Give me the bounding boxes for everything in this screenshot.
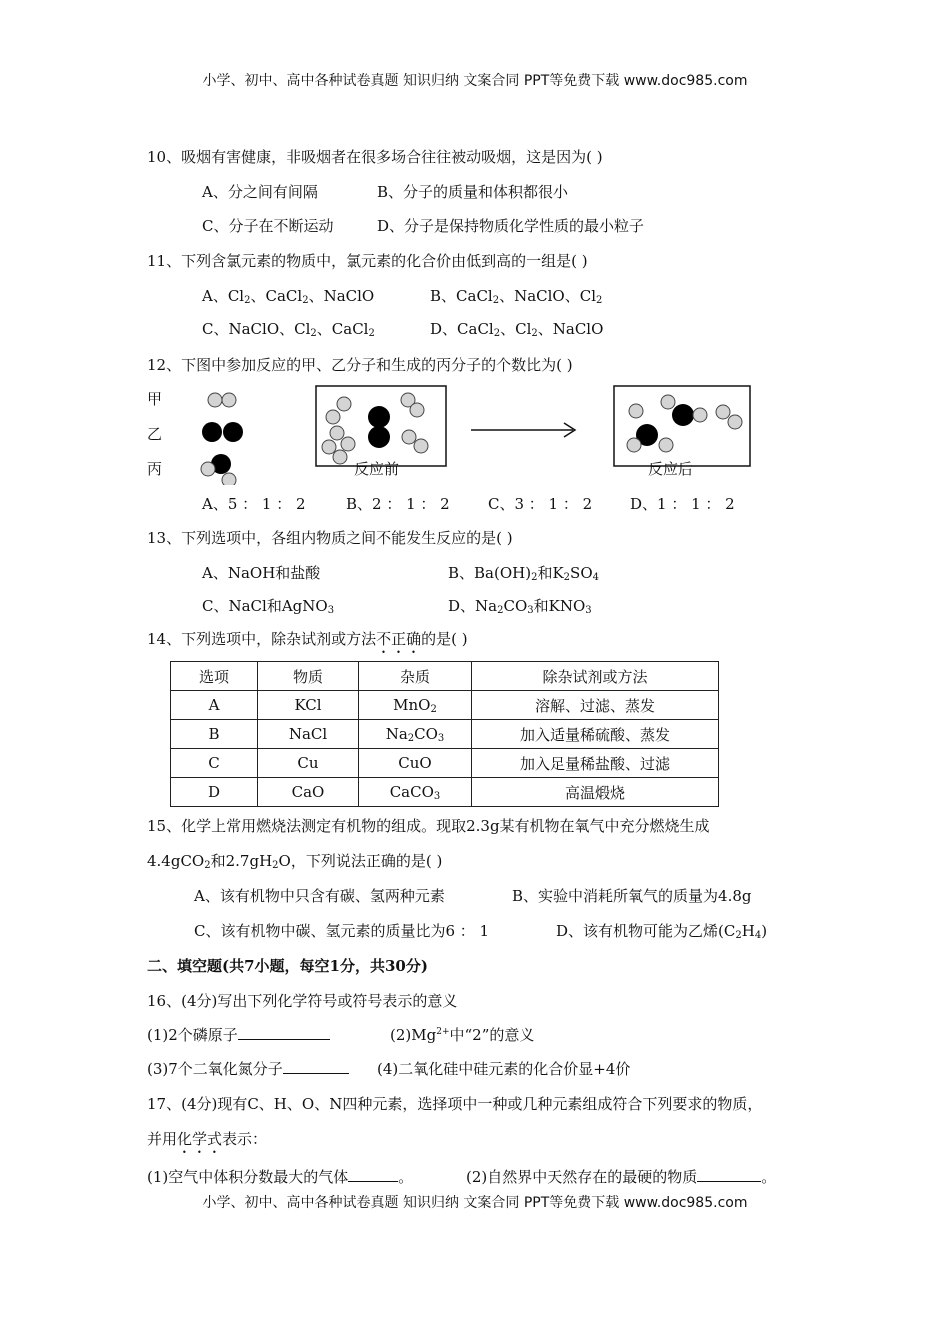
q13-option-c: C、NaCl和AgNO$_3$ [202, 597, 335, 616]
cell-substance: Cu [258, 749, 359, 778]
q11-option-a: A、$Cl_2$、CaCl$_2$、NaClO [202, 287, 375, 306]
impurity-table [170, 661, 719, 807]
q14-stem: 14、下列选项中，除杂试剂或方法不正确的是( ) [147, 630, 468, 648]
q16-part1: (1)2个磷原子 [147, 1024, 330, 1045]
emphasis-not-correct: 不正确 [376, 630, 422, 648]
table-header-row [171, 662, 719, 691]
cell-option: B [171, 720, 258, 749]
cell-method: 高温煅烧 [472, 778, 719, 807]
q13-option-d: D、$Na_2CO_3$和$KNO_3$ [448, 597, 592, 616]
cell-method: 加入适量稀硫酸、蒸发 [472, 720, 719, 749]
table-row [171, 691, 719, 720]
cell-option: C [171, 749, 258, 778]
q15-option-b: B、实验中消耗所氧气的质量为4.8g [512, 887, 752, 905]
q11-option-c: C、NaClO、$Cl_2$、CaCl$_2$ [202, 320, 375, 339]
q10-option-b: B、分子的质量和体积都很小 [377, 183, 569, 201]
q12-option-a: A、5 ： 1 ： 2 [202, 495, 306, 513]
q16-stem: 16、(4分)写出下列化学符号或符号表示的意义 [147, 992, 458, 1010]
q12-option-b: B、2 ： 1 ： 2 [346, 495, 450, 513]
q10-option-d: D、分子是保持物质化学性质的最小粒子 [377, 217, 645, 235]
q16-part2: $(2)Mg^{2+}$中“2”的意义 [390, 1026, 535, 1044]
cell-impurity: CaCO$_3$ [359, 778, 472, 807]
q13-option-a: A、NaOH和盐酸 [202, 564, 321, 582]
legend-yi-atom [223, 422, 243, 442]
legend-jia-atom [222, 393, 236, 407]
cell-impurity: $Na_2CO_3$ [359, 720, 472, 749]
q11-option-d: D、CaCl$_2$、$Cl_2$、NaClO [430, 320, 604, 339]
q17-stem-line2: 并用化学式表示： [147, 1130, 268, 1148]
q10-stem: 10、吸烟有害健康，非吸烟者在很多场合往往被动吸烟，这是因为( ) [147, 148, 603, 166]
answer-blank[interactable] [697, 1167, 761, 1182]
page-header: 小学、初中、高中各种试卷真题 知识归纳 文案合同 PPT等免费下载 www.doc985.com [202, 73, 748, 89]
q11-option-b: B、CaCl$_2$、NaClO、$Cl_2$ [430, 287, 603, 306]
table-row [171, 720, 719, 749]
q17-part2: (2)自然界中天然存在的最硬的物质 。 [466, 1168, 777, 1186]
q17-part1: (1)空气中体积分数最大的气体 。 [147, 1168, 414, 1186]
cell-substance: CaO [258, 778, 359, 807]
q12-option-c: C、3 ： 1 ： 2 [488, 495, 593, 513]
cell-option: D [171, 778, 258, 807]
cell-substance: NaCl [258, 720, 359, 749]
q13-option-b: B、$Ba(OH)_2$和$K_2SO_4$ [448, 564, 599, 583]
cell-substance: KCl [258, 691, 359, 720]
cell-impurity: CuO [359, 749, 472, 778]
q10-option-c: C、分子在不断运动 [202, 217, 334, 235]
th-method: 除杂试剂或方法 [472, 662, 719, 691]
page-footer: 小学、初中、高中各种试卷真题 知识归纳 文案合同 PPT等免费下载 www.doc985.com [202, 1195, 748, 1211]
cell-impurity: MnO$_2$ [359, 691, 472, 720]
legend-yi-atom [202, 422, 222, 442]
label-after: 反应后 [648, 460, 694, 478]
table-row [171, 749, 719, 778]
answer-blank[interactable] [283, 1059, 349, 1074]
q16-part4: (4)二氧化硅中硅元素的化合价显+4价 [377, 1060, 631, 1078]
answer-blank[interactable] [238, 1025, 330, 1040]
th-option: 选项 [171, 662, 258, 691]
label-before: 反应前 [354, 460, 400, 478]
q12-option-d: D、1 ： 1 ： 2 [630, 495, 735, 513]
cell-method: 溶解、过滤、蒸发 [472, 691, 719, 720]
q15-option-a: A、该有机物中只含有碳、氢两种元素 [194, 887, 445, 905]
q17-stem-line1: 17、(4分)现有C、H、O、N四种元素，选择项中一种或几种元素组成符合下列要求的物质， [147, 1095, 763, 1113]
section-fill-blank-title: 二、填空题(共7小题，每空1分，共30分) [147, 957, 428, 975]
table-row [171, 778, 719, 807]
th-impurity: 杂质 [359, 662, 472, 691]
answer-blank[interactable] [348, 1167, 398, 1182]
label-jia: 甲 [147, 390, 163, 408]
label-yi: 乙 [147, 425, 163, 443]
cell-method: 加入足量稀盐酸、过滤 [472, 749, 719, 778]
label-bing: 丙 [147, 460, 163, 478]
q13-stem: 13、下列选项中，各组内物质之间不能发生反应的是( ) [147, 529, 513, 547]
th-substance: 物质 [258, 662, 359, 691]
q15-option-d: D、该有机物可能为乙烯$(C_2H_4)$ [556, 922, 768, 941]
q10-option-a: A、分之间有间隔 [202, 183, 318, 201]
cell-option: A [171, 691, 258, 720]
q12-stem: 12、下图中参加反应的甲、乙分子和生成的丙分子的个数比为( ) [147, 356, 573, 374]
q11-stem: 11、下列含氯元素的物质中，氯元素的化合价由低到高的一组是( ) [147, 252, 588, 270]
emphasis-chemical-formula: 化学式 [177, 1130, 223, 1148]
q15-stem-line2: 4.4gCO$_2$和$2.7gH_2O$，下列说法正确的是( ) [147, 852, 443, 871]
q15-stem-line1: 15、化学上常用燃烧法测定有机物的组成。现取2.3g某有机物在氧气中充分燃烧生成 [147, 817, 710, 835]
q15-option-c: C、该有机物中碳、氢元素的质量比为6 ： 1 [194, 922, 490, 940]
q16-part3: (3)7个二氧化氮分子 [147, 1058, 349, 1079]
legend-jia-atom [208, 393, 222, 407]
